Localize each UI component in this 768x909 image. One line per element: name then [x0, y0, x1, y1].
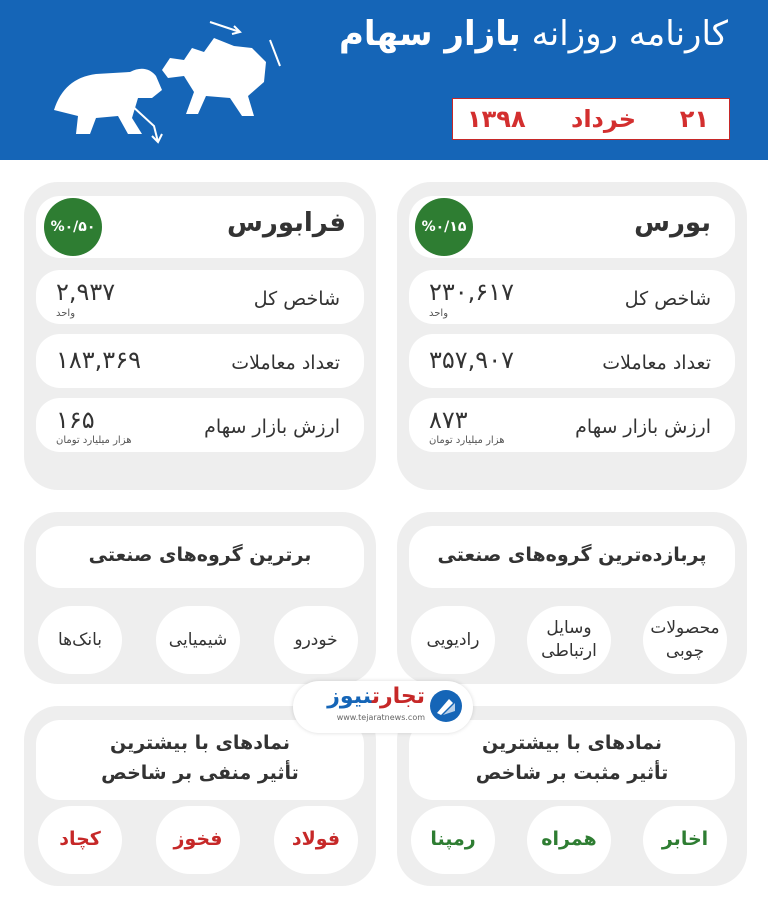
symbol-chip: رمپنا [411, 806, 495, 874]
bull-bear-logo-icon [34, 18, 294, 148]
bourse-card [397, 182, 747, 490]
brand-name: تجارتنیوز [327, 684, 425, 709]
symbols-title-pill [409, 720, 735, 800]
groups-title: پربازده‌ترین گروه‌های صنعتی [437, 544, 707, 566]
row-value: ۲,۹۳۷ [56, 278, 116, 306]
row-value: ۱۸۳,۳۶۹ [56, 346, 141, 374]
tejaratnews-logo-icon [429, 689, 463, 723]
farabourse-card [24, 182, 376, 490]
symbols-title-line2: تأثیر منفی بر شاخص [101, 762, 299, 784]
row-label: تعداد معاملات [231, 352, 340, 374]
farabourse-row-trades [36, 334, 364, 388]
date-box [452, 98, 730, 140]
farabourse-row-market-value [36, 398, 364, 452]
header-banner [0, 0, 768, 160]
farabourse-change-badge: %۰/۵۰ [44, 198, 102, 256]
row-label: تعداد معاملات [602, 352, 711, 374]
row-value: ۲۳۰,۶۱۷ [429, 278, 514, 306]
groups-title: برترین گروه‌های صنعتی [88, 544, 312, 566]
row-unit: واحد [429, 308, 449, 319]
date-day: ۲۱ [679, 105, 709, 133]
row-unit: هزار میلیارد تومان [56, 435, 132, 446]
date-year: ۱۳۹۸ [467, 105, 526, 133]
row-unit: هزار میلیارد تومان [429, 435, 505, 446]
row-label: ارزش بازار سهام [575, 416, 711, 438]
bourse-row-trades [409, 334, 735, 388]
row-value: ۳۵۷,۹۰۷ [429, 346, 514, 374]
groups-title-pill [409, 526, 735, 588]
symbols-title-line2: تأثیر مثبت بر شاخص [475, 762, 669, 784]
row-label: شاخص کل [624, 288, 711, 310]
symbols-title-line1: نمادهای با بیشترین [481, 732, 662, 754]
bourse-title-pill [409, 196, 735, 258]
row-label: شاخص کل [253, 288, 340, 310]
top-groups-card [24, 512, 376, 684]
group-chip: محصولات چوبی [643, 606, 727, 674]
most-profitable-groups-card [397, 512, 747, 684]
row-value: ۱۶۵ [56, 406, 95, 434]
negative-symbols-card [24, 706, 376, 886]
group-chip: شیمیایی [156, 606, 240, 674]
farabourse-row-index [36, 270, 364, 324]
group-chip: رادیویی [411, 606, 495, 674]
symbol-chip: فخوز [156, 806, 240, 874]
date-month: خرداد [571, 105, 637, 133]
bourse-row-index [409, 270, 735, 324]
groups-title-pill [36, 526, 364, 588]
bourse-change-badge: %۰/۱۵ [415, 198, 473, 256]
symbol-chip: اخابر [643, 806, 727, 874]
page-title: کارنامه روزانه بازار سهام [339, 14, 728, 54]
row-unit: واحد [56, 308, 76, 319]
farabourse-title-pill [36, 196, 364, 258]
brand-badge [293, 681, 473, 733]
bourse-title: بورس [634, 208, 711, 238]
group-chip: خودرو [274, 606, 358, 674]
row-label: ارزش بازار سهام [204, 416, 340, 438]
brand-url: www.tejaratnews.com [336, 713, 425, 722]
symbol-chip: همراه [527, 806, 611, 874]
symbols-title-line1: نمادهای با بیشترین [109, 732, 290, 754]
farabourse-title: فرابورس [226, 208, 346, 238]
symbol-chip: کچاد [38, 806, 122, 874]
group-chip: بانک‌ها [38, 606, 122, 674]
row-value: ۸۷۳ [429, 406, 468, 434]
positive-symbols-card [397, 706, 747, 886]
group-chip: وسایل ارتباطی [527, 606, 611, 674]
symbol-chip: فولاد [274, 806, 358, 874]
bourse-row-market-value [409, 398, 735, 452]
